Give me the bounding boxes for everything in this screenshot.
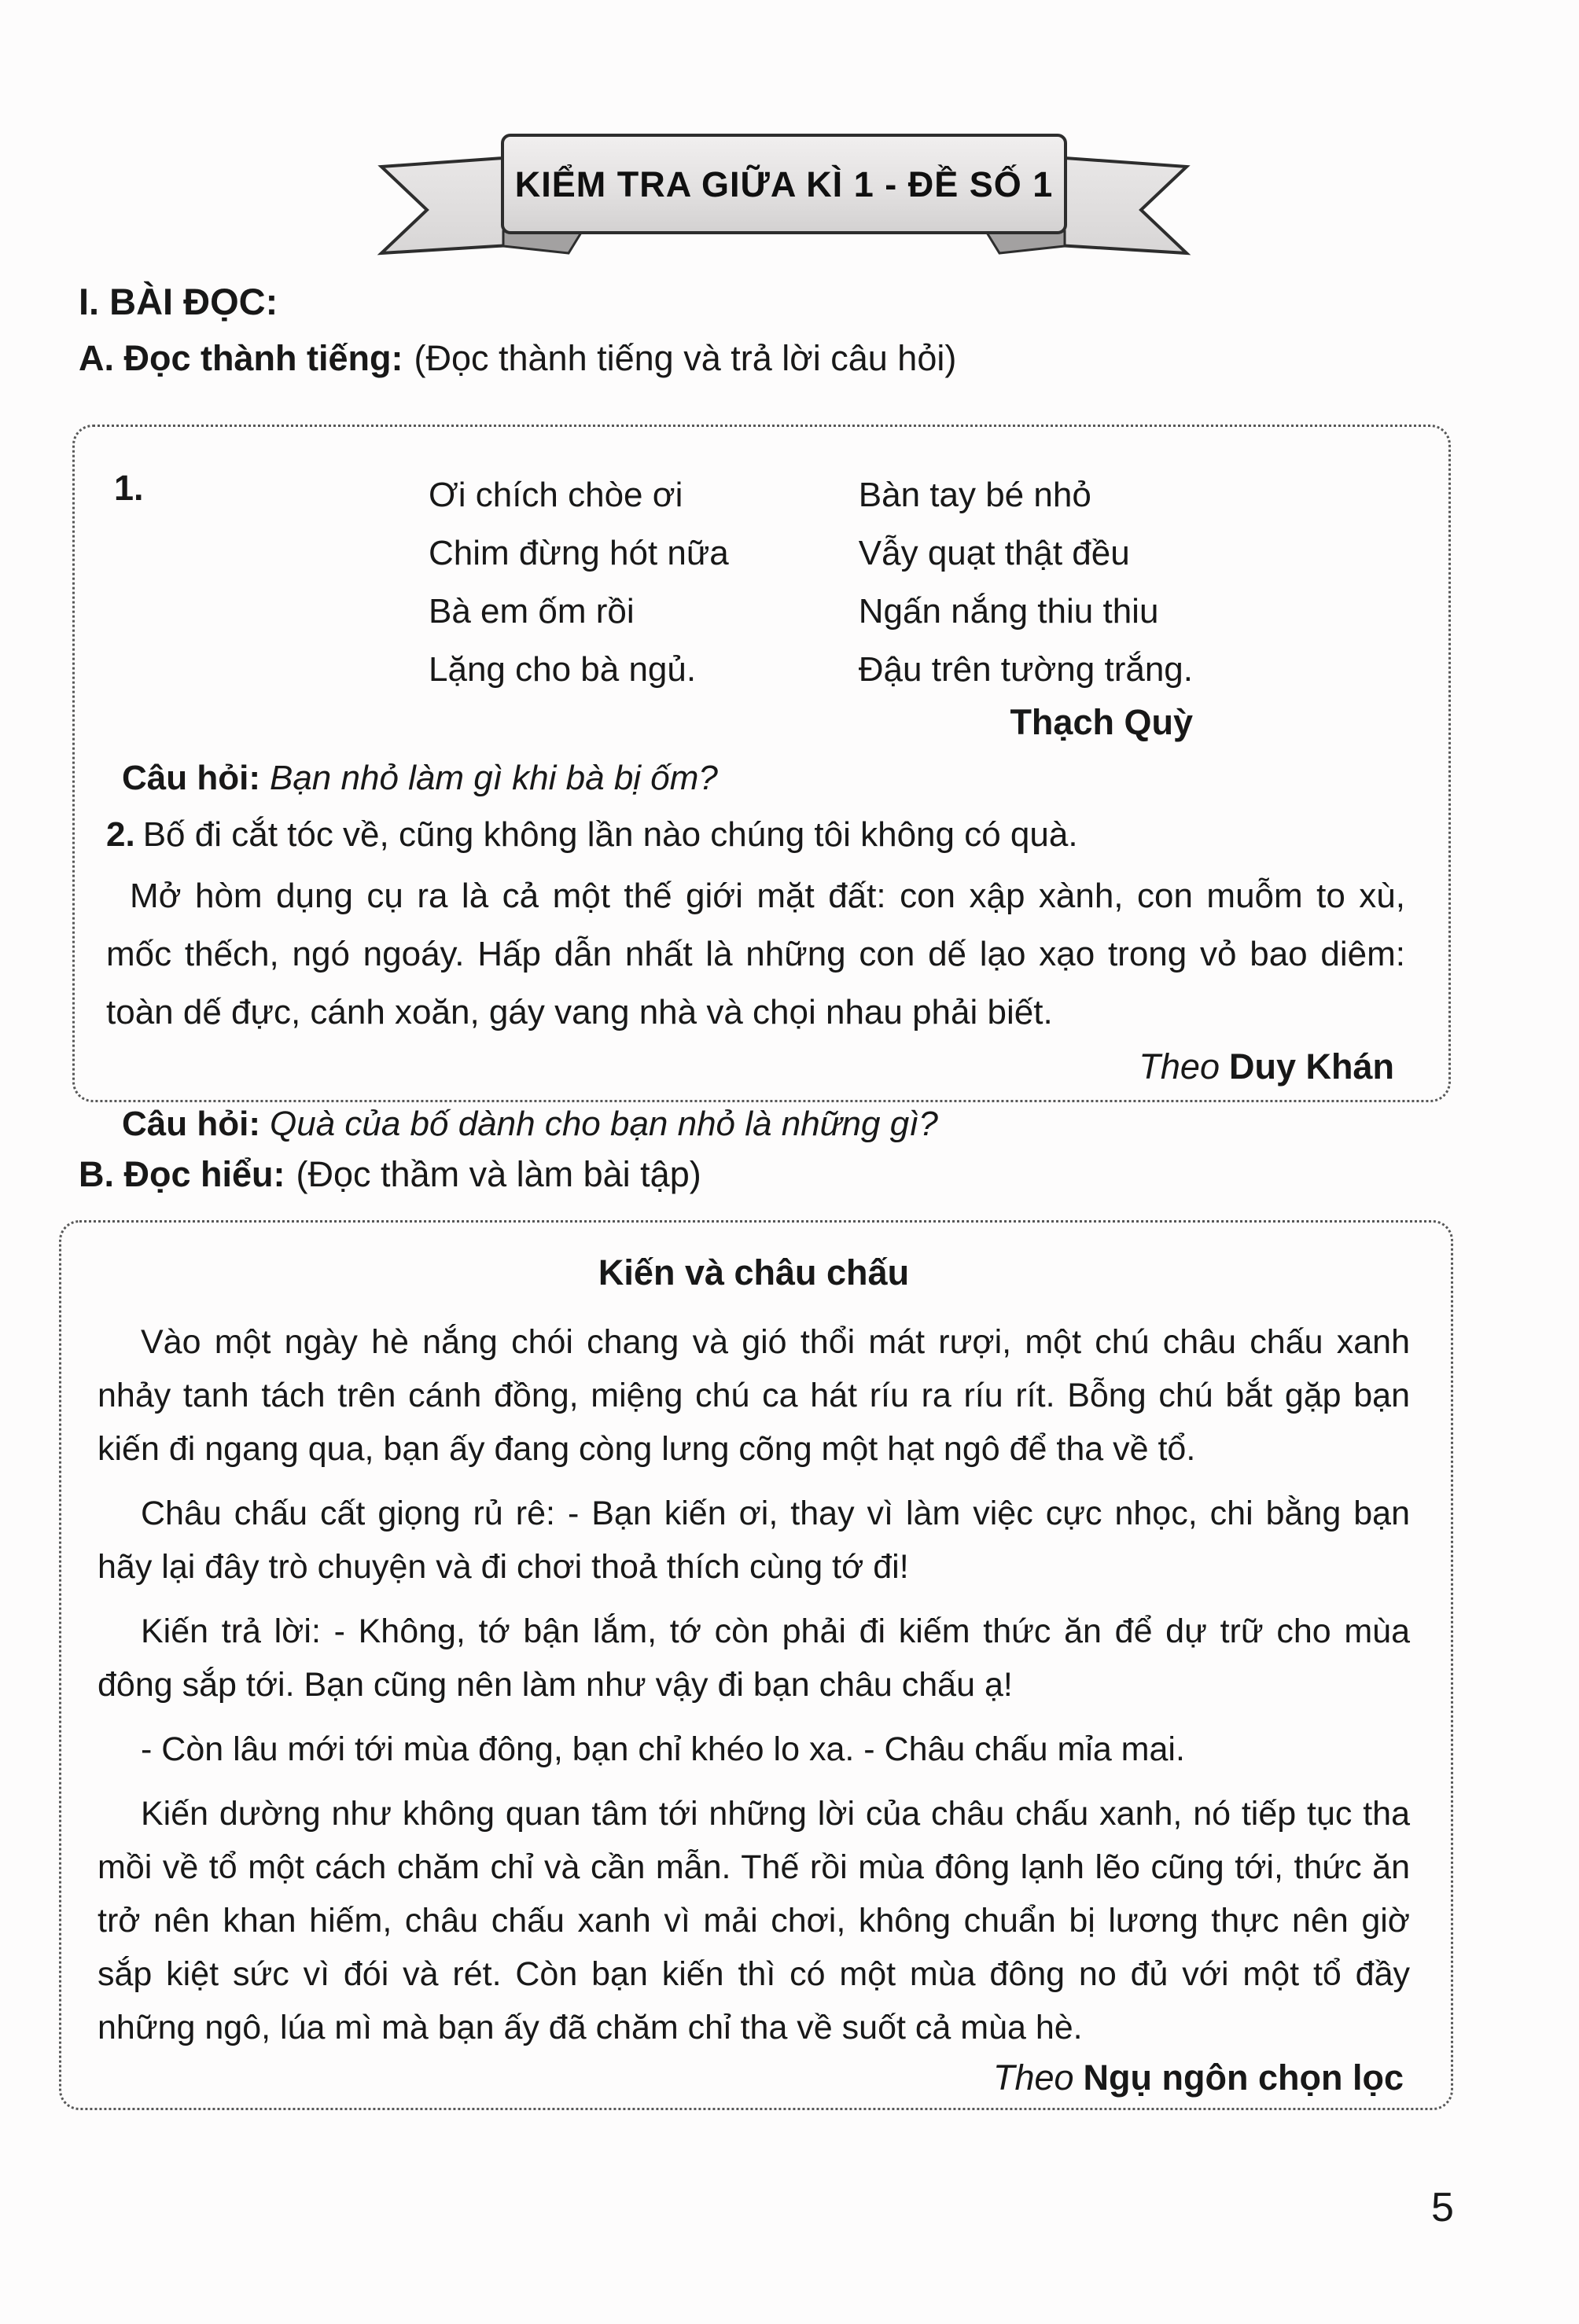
poem-line: Vẫy quạt thật đều (858, 534, 1130, 572)
section-reading-heading: I. BÀI ĐỌC: (79, 281, 278, 322)
section-a-heading (79, 338, 956, 379)
poem-line: Đậu trên tường trắng. (858, 650, 1193, 689)
poem-line: Ơi chích chòe ơi (429, 476, 683, 514)
attribution-prefix: Theo (992, 2057, 1074, 2098)
poem-line: Bàn tay bé nhỏ (858, 476, 1091, 514)
item-2-intro-text: Bố đi cắt tóc về, cũng không lần nào chúng tôi không có quà. (142, 815, 1078, 854)
ribbon-right-fold (987, 231, 1065, 253)
story-paragraph: Châu chấu cất giọng rủ rê: - Bạn kiến ơi, thay vì làm việc cực nhọc, chi bằng bạn hãy lại đây trò chuyện và đi chơi thoả thích cùng tớ đi! (98, 1495, 1410, 1586)
question-2-label: Câu hỏi: (122, 1105, 260, 1143)
item-2-paragraph: Mở hòm dụng cụ ra là cả một thế giới mặt đất: con xập xành, con muỗm to xù, mốc thếch, ngó ngoáy. Hấp dẫn nhất là những con dế lạo xạo trong vỏ bao diêm: toàn dế đực, cánh xoăn, gáy vang nhà và chọi nhau phải biết. (106, 877, 1405, 1031)
story-title: Kiến và châu chấu (598, 1252, 910, 1293)
ribbon-left-fold (503, 231, 581, 253)
question-1-label: Câu hỏi: (122, 759, 260, 797)
read-aloud-box (72, 425, 1451, 1143)
story-paragraph: - Còn lâu mới tới mùa đông, bạn chỉ khéo lo xa. - Châu chấu mỉa mai. (141, 1730, 1185, 1768)
question-1-text: Bạn nhỏ làm gì khi bà bị ốm? (269, 759, 718, 797)
question-2 (122, 1101, 1405, 1147)
story-paragraph: Kiến dường như không quan tâm tới những lời của châu chấu xanh, nó tiếp tục tha mồi về tổ một cách chăm chỉ và cần mẫn. Thế rồi mùa đông lạnh lẽo cũng tới, thức ăn trở nên khan hiếm, châu chấu xanh vì mải chơi, không chuẩn bị lương thực nên giờ sắp kiệt sức vì đói và rét. Còn bạn kiến thì có một mùa đông no đủ với một tổ đầy những ngô, lúa mì mà bạn ấy đã chăm chỉ tha về suốt cả mùa hè. (98, 1795, 1410, 2046)
item-2-attribution (106, 1045, 1405, 1089)
attribution-prefix: Theo (1139, 1046, 1220, 1087)
section-b-label: B. Đọc hiểu: (79, 1154, 285, 1194)
item-1-number: 1. (114, 468, 144, 508)
story-attribution (98, 2054, 1410, 2102)
poem-column-2 (859, 466, 1193, 699)
poem-column-1 (429, 466, 729, 699)
exam-title: KIỂM TRA GIỮA KÌ 1 - ĐỀ SỐ 1 (514, 164, 1054, 204)
item-2-intro (106, 812, 1405, 858)
poem-author: Thạch Quỳ (1010, 702, 1193, 742)
section-b-note: (Đọc thầm và làm bài tập) (296, 1154, 701, 1194)
item-2-number: 2. (106, 815, 135, 854)
attribution-author: Duy Khán (1228, 1046, 1394, 1087)
poem-section (106, 466, 1405, 743)
question-2-text: Quà của bố dành cho bạn nhỏ là những gì? (269, 1105, 938, 1143)
page-number: 5 (1431, 2185, 1454, 2230)
section-b-heading (79, 1154, 701, 1195)
question-1 (122, 756, 1405, 801)
poem-line: Chim đừng hót nữa (429, 534, 729, 572)
poem (429, 466, 1193, 743)
attribution-source: Ngụ ngôn chọn lọc (1083, 2057, 1404, 2098)
story-box (59, 1220, 1453, 2110)
story-paragraph: Kiến trả lời: - Không, tớ bận lắm, tớ còn phải đi kiếm thức ăn để dự trữ cho mùa đông sắp tới. Bạn cũng nên làm như vậy đi bạn châu chấu ạ! (98, 1612, 1410, 1704)
story-paragraph: Vào một ngày hè nắng chói chang và gió thổi mát rượi, một chú châu chấu xanh nhảy tanh tách trên cánh đồng, miệng chú ca hát ríu ra ríu rít. Bỗng chú bắt gặp bạn kiến đi ngang qua, bạn ấy đang còng lưng cõng một hạt ngô để tha về tổ. (98, 1323, 1410, 1468)
section-a-label: A. Đọc thành tiếng: (79, 338, 403, 378)
poem-line: Lặng cho bà ngủ. (429, 650, 697, 689)
section-a-note: (Đọc thành tiếng và trả lời câu hỏi) (414, 338, 957, 378)
poem-line: Bà em ốm rồi (429, 592, 635, 631)
title-ribbon (375, 118, 1193, 263)
poem-line: Ngấn nắng thiu thiu (858, 592, 1159, 631)
